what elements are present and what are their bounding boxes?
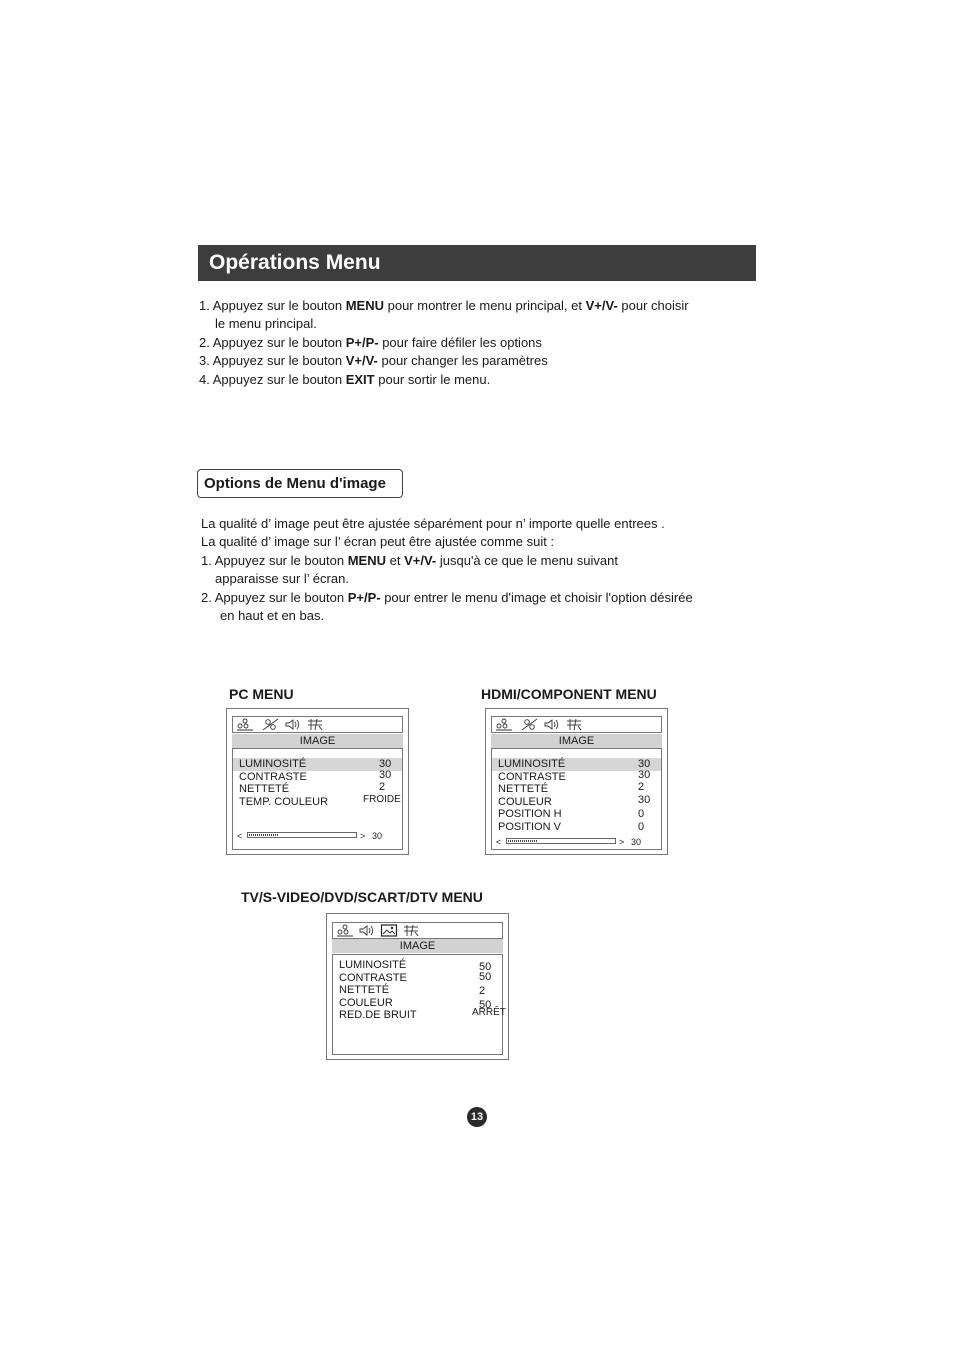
speaker-icon[interactable] bbox=[284, 718, 302, 731]
tools-icon[interactable] bbox=[565, 718, 583, 731]
image-step-1-cont: apparaisse sur l’ écran. bbox=[215, 571, 349, 587]
page-title: Opérations Menu bbox=[198, 245, 756, 281]
speaker-icon[interactable] bbox=[543, 718, 561, 731]
hdmi-row-position-h[interactable]: POSITION H 0 bbox=[498, 808, 645, 820]
image-text-line: La qualité d’ image sur l’ écran peut être ajustée comme suit : bbox=[201, 534, 555, 550]
hdmi-menu-options bbox=[491, 748, 662, 850]
tv-row-luminosite[interactable]: LUMINOSITÉ 50 bbox=[339, 959, 492, 973]
screen-icon[interactable] bbox=[380, 924, 398, 937]
tv-menu-title-bar: IMAGE bbox=[332, 939, 503, 953]
hdmi-menu-title-bar: IMAGE bbox=[491, 734, 662, 748]
pc-row-nettete[interactable]: NETTETÉ 2 bbox=[239, 781, 386, 795]
tools-icon[interactable] bbox=[402, 924, 420, 937]
section-heading: Options de Menu d'image bbox=[197, 469, 403, 498]
slider-left-arrow[interactable]: < bbox=[496, 837, 502, 847]
step-1: 1. Appuyez sur le bouton MENU pour montrer le menu principal, et V+/V- pour choisir bbox=[199, 298, 689, 313]
hdmi-row-position-v[interactable]: POSITION V 0 bbox=[498, 820, 645, 833]
hdmi-value-slider[interactable] bbox=[496, 837, 656, 847]
pc-menu-panel bbox=[226, 708, 409, 855]
pc-row-contraste[interactable]: CONTRASTE 30 bbox=[239, 768, 392, 783]
picture-icon[interactable] bbox=[336, 924, 354, 937]
slider-right-arrow[interactable]: > bbox=[360, 831, 366, 841]
pc-menu-options bbox=[232, 748, 403, 850]
hdmi-row-couleur[interactable]: COULEUR 30 bbox=[498, 793, 651, 808]
image-step-2: 2. Appuyez sur le bouton P+/P- pour entrer le menu d'image et choisir l'option désirée bbox=[201, 589, 693, 605]
tv-menu-icon-row bbox=[332, 922, 503, 939]
step-4: 4. Appuyez sur le bouton EXIT pour sortir le menu. bbox=[199, 371, 491, 387]
picture-icon[interactable] bbox=[236, 718, 254, 731]
pc-menu-label: PC MENU bbox=[229, 686, 294, 702]
step-1-cont: le menu principal. bbox=[215, 316, 317, 332]
image-step-2-cont: en haut et en bas. bbox=[220, 608, 325, 624]
menu-steps bbox=[199, 297, 759, 389]
step-3: 3. Appuyez sur le bouton V+/V- pour changer les paramètres bbox=[199, 353, 548, 369]
image-step-1: 1. Appuyez sur le bouton MENU et V+/V- jusqu'à ce que le menu suivant bbox=[201, 552, 618, 568]
pc-value-slider[interactable] bbox=[237, 831, 397, 841]
tools-icon[interactable] bbox=[306, 718, 324, 731]
pc-row-luminosite[interactable]: LUMINOSITÉ 30 bbox=[233, 758, 402, 771]
color-icon[interactable] bbox=[262, 718, 280, 731]
hdmi-menu-label: HDMI/COMPONENT MENU bbox=[481, 686, 657, 702]
slider-track[interactable] bbox=[247, 832, 357, 838]
slider-value: 30 bbox=[372, 831, 383, 841]
picture-icon[interactable] bbox=[495, 718, 513, 731]
tv-row-red-de-bruit[interactable]: RED.DE BRUIT ARRÊT bbox=[339, 1007, 506, 1021]
hdmi-menu-icon-row bbox=[491, 716, 662, 733]
image-instructions bbox=[201, 515, 761, 625]
slider-track[interactable] bbox=[506, 838, 616, 844]
tv-row-contraste[interactable]: CONTRASTE 50 bbox=[339, 970, 492, 984]
hdmi-menu-panel bbox=[485, 708, 668, 855]
hdmi-row-nettete[interactable]: NETTETÉ 2 bbox=[498, 781, 645, 795]
page-number: 13 bbox=[467, 1107, 487, 1127]
slider-fill bbox=[249, 834, 279, 836]
slider-value: 30 bbox=[631, 837, 642, 847]
step-2: 2. Appuyez sur le bouton P+/P- pour faire défiler les options bbox=[199, 334, 542, 350]
tv-menu-label: TV/S-VIDEO/DVD/SCART/DTV MENU bbox=[241, 889, 483, 905]
tv-row-couleur[interactable]: COULEUR 50 bbox=[339, 996, 492, 1011]
tv-menu-panel bbox=[326, 913, 509, 1060]
tv-menu-options bbox=[332, 954, 506, 1055]
pc-menu-icon-row bbox=[232, 716, 403, 733]
tv-row-nettete[interactable]: NETTETÉ 2 bbox=[339, 984, 486, 997]
image-text-line: La qualité d’ image peut être ajustée séparément pour n’ importe quelle entrees . bbox=[201, 516, 665, 531]
speaker-icon[interactable] bbox=[358, 924, 376, 937]
slider-left-arrow[interactable]: < bbox=[237, 831, 243, 841]
hdmi-row-luminosite[interactable]: LUMINOSITÉ 30 bbox=[492, 758, 661, 771]
pc-row-temp-couleur[interactable]: TEMP. COULEUR FROIDE bbox=[239, 793, 401, 808]
hdmi-row-contraste[interactable]: CONTRASTE 30 bbox=[498, 768, 651, 783]
pc-menu-title-bar: IMAGE bbox=[232, 734, 403, 748]
slider-right-arrow[interactable]: > bbox=[619, 837, 625, 847]
color-icon[interactable] bbox=[521, 718, 539, 731]
slider-fill bbox=[508, 840, 538, 842]
